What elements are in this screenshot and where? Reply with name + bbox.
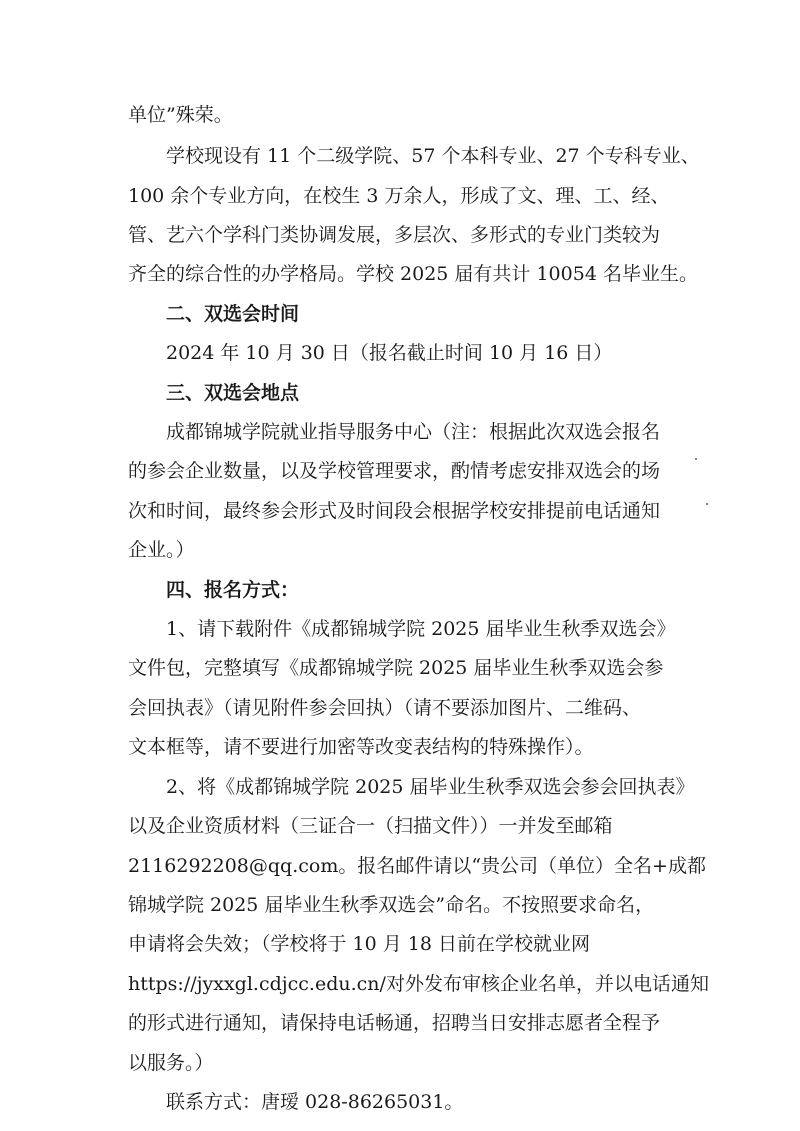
- text-line: 2024 年 10 月 30 日（报名截止时间 10 月 16 日）: [166, 342, 613, 364]
- text-line: 申请将会失效；（学校将于 10 月 18 日前在学校就业网: [128, 933, 591, 955]
- text-line: 联系方式：唐瑷 028-86265031。: [166, 1091, 464, 1113]
- text-line: 以服务。）: [128, 1052, 214, 1074]
- text-line: 2、将《成都锦城学院 2025 届毕业生秋季双选会参会回执表》: [166, 776, 695, 798]
- text-line: 学校现设有 11 个二级学院、57 个本科专业、27 个专科专业、: [166, 145, 700, 167]
- section-heading-time: 二、双选会时间: [166, 303, 300, 325]
- text-line: 齐全的综合性的办学格局。学校 2025 届有共计 10054 名毕业生。: [128, 263, 698, 285]
- text-line: 2116292208@qq.com。报名邮件请以“贵公司（单位）全名+成都: [128, 855, 706, 877]
- scan-speck: [695, 458, 697, 460]
- text-line: 会回执表》（请见附件参会回执）（请不要添加图片、二维码、: [128, 697, 642, 719]
- text-line: 企业。）: [128, 539, 195, 561]
- section-heading-registration: 四、报名方式：: [166, 579, 300, 601]
- text-line: 锦城学院 2025 届毕业生秋季双选会”命名。不按照要求命名，: [128, 894, 655, 916]
- text-line: 的参会企业数量，以及学校管理要求，酌情考虑安排双选会的场: [128, 460, 661, 482]
- section-heading-location: 三、双选会地点: [166, 382, 300, 404]
- text-line: 文本框等，请不要进行加密等改变表结构的特殊操作）。: [128, 736, 594, 758]
- text-line: 成都锦城学院就业指导服务中心（注：根据此次双选会报名: [166, 421, 661, 443]
- text-line: 管、艺六个学科门类协调发展，多层次、多形式的专业门类较为: [128, 224, 661, 246]
- text-line: 1、请下载附件《成都锦城学院 2025 届毕业生秋季双选会》: [166, 618, 676, 640]
- text-line: 文件包，完整填写《成都锦城学院 2025 届毕业生秋季双选会参: [128, 657, 664, 679]
- text-line: 单位”殊荣。: [128, 104, 233, 126]
- text-line: 的形式进行通知，请保持电话畅通，招聘当日安排志愿者全程予: [128, 1012, 661, 1034]
- scan-speck: [706, 503, 708, 505]
- text-line: 以及企业资质材料（三证合一（扫描文件））一并发至邮箱: [128, 815, 613, 837]
- text-line: https://jyxxgl.cdjcc.edu.cn/对外发布审核企业名单，并以电话通知: [128, 973, 709, 995]
- text-line: 100 余个专业方向，在校生 3 万余人，形成了文、理、工、经、: [128, 185, 670, 207]
- text-line: 次和时间，最终参会形式及时间段会根据学校安排提前电话通知: [128, 500, 661, 522]
